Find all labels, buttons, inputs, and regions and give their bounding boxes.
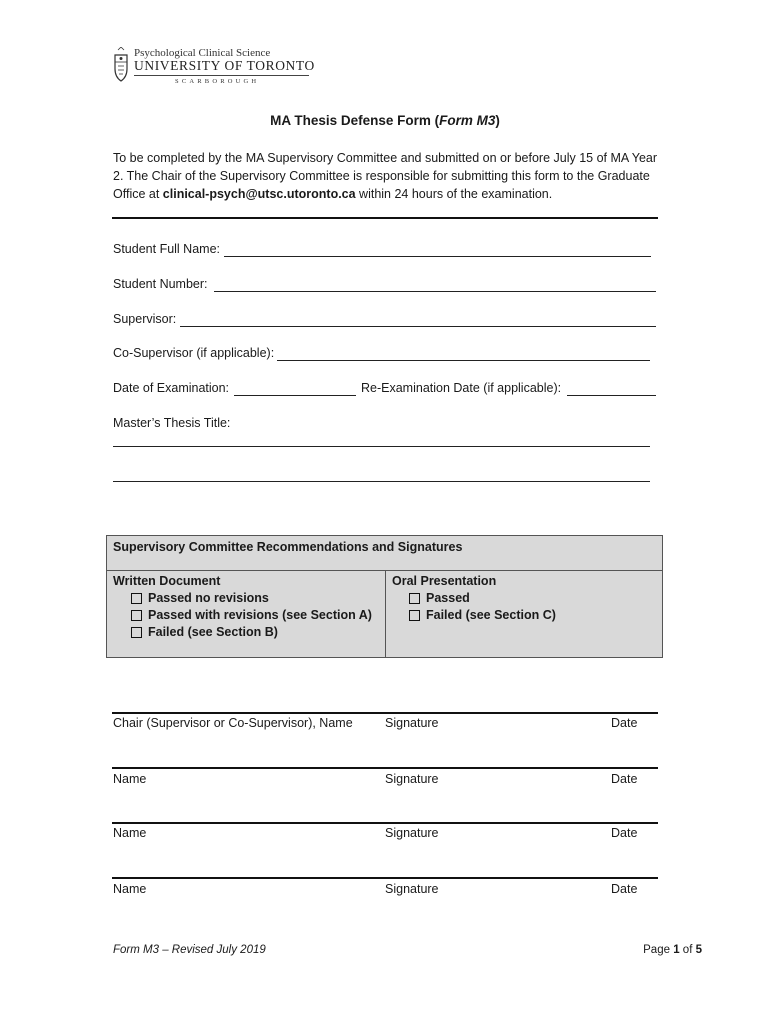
graduate-office-email: clinical-psych@utsc.utoronto.ca [162,187,356,201]
signature-row-date: Date [611,772,638,786]
instructions-text: To be completed by the MA Supervisory Committee and submitted on or before July 15 of MA Year 2. The Chair of the Supervisory Committee is responsible for submitting this form to the Graduate Office at [113,151,658,201]
instructions-text-end: within 24 hours of the examination. [355,187,553,201]
recommendations-heading: Supervisory Committee Recommendations and Signatures [113,540,463,554]
oral-passed[interactable] [409,591,470,605]
signature-row-date: Date [611,716,638,730]
supervisor-field[interactable] [180,326,656,327]
logo-campus: SCARBOROUGH [175,78,260,85]
oral-presentation-title: Oral Presentation [392,574,497,588]
logo-divider [134,75,309,76]
page-prefix: Page [643,944,674,956]
exam-date-label: Date of Examination: [113,381,230,395]
signature-row-name: Name [113,772,147,786]
option-label: Passed with revisions (see Section A) [148,608,372,622]
checkbox-icon[interactable] [131,610,142,621]
signature-row-signature: Signature [385,882,439,896]
written-document-title: Written Document [113,574,221,588]
crest-icon [112,47,130,85]
signature-line-2[interactable] [112,767,658,769]
recommendations-table [106,535,663,658]
checkbox-icon[interactable] [409,593,420,604]
option-label: Passed [426,591,470,605]
page-title [0,113,770,128]
student-number-field[interactable] [214,291,656,292]
page-current: 1 [673,944,680,956]
logo-university: UNIVERSITY OF TORONTO [134,58,315,73]
table-column-divider [385,571,386,658]
signature-row-name: Chair (Supervisor or Co-Supervisor), Name [113,716,353,730]
written-passed-with-revisions[interactable] [131,608,372,622]
page-separator: of [679,944,696,956]
reexam-date-label: Re-Examination Date (if applicable): [361,381,562,395]
signature-row-name: Name [113,826,147,840]
university-logo [112,45,315,90]
checkbox-icon[interactable] [131,593,142,604]
signature-row-signature: Signature [385,826,439,840]
title-close: ) [495,113,500,128]
signature-row-name: Name [113,882,147,896]
option-label: Failed (see Section C) [426,608,556,622]
signature-row-date: Date [611,882,638,896]
exam-date-field[interactable] [234,395,356,396]
option-label: Failed (see Section B) [148,625,278,639]
signature-row-date: Date [611,826,638,840]
signature-line-1[interactable] [112,712,658,714]
footer-form-revision: Form M3 – Revised July 2019 [113,944,266,956]
section-divider [112,217,658,219]
signature-row-signature: Signature [385,772,439,786]
co-supervisor-label: Co-Supervisor (if applicable): [113,346,275,360]
signature-row-signature: Signature [385,716,439,730]
student-name-field[interactable] [224,256,651,257]
thesis-title-line-1[interactable] [113,446,650,447]
recommendations-header [107,536,662,571]
written-failed[interactable] [131,625,278,639]
logo-department: Psychological Clinical Science [134,47,271,59]
title-form-code: Form M3 [439,113,496,128]
page-total: 5 [695,944,702,956]
written-passed-no-revisions[interactable] [131,591,269,605]
checkbox-icon[interactable] [409,610,420,621]
thesis-title-line-2[interactable] [113,481,650,482]
thesis-title-label: Master’s Thesis Title: [113,416,231,430]
co-supervisor-field[interactable] [277,360,650,361]
title-text: MA Thesis Defense Form ( [270,113,440,128]
supervisor-label: Supervisor: [113,312,177,326]
oral-failed[interactable] [409,608,556,622]
footer-page-number [643,944,702,956]
instructions-paragraph [113,149,658,203]
student-number-label: Student Number: [113,277,208,291]
reexam-date-field[interactable] [567,395,656,396]
option-label: Passed no revisions [148,591,269,605]
checkbox-icon[interactable] [131,627,142,638]
signature-line-4[interactable] [112,877,658,879]
student-name-label: Student Full Name: [113,242,220,256]
signature-line-3[interactable] [112,822,658,824]
